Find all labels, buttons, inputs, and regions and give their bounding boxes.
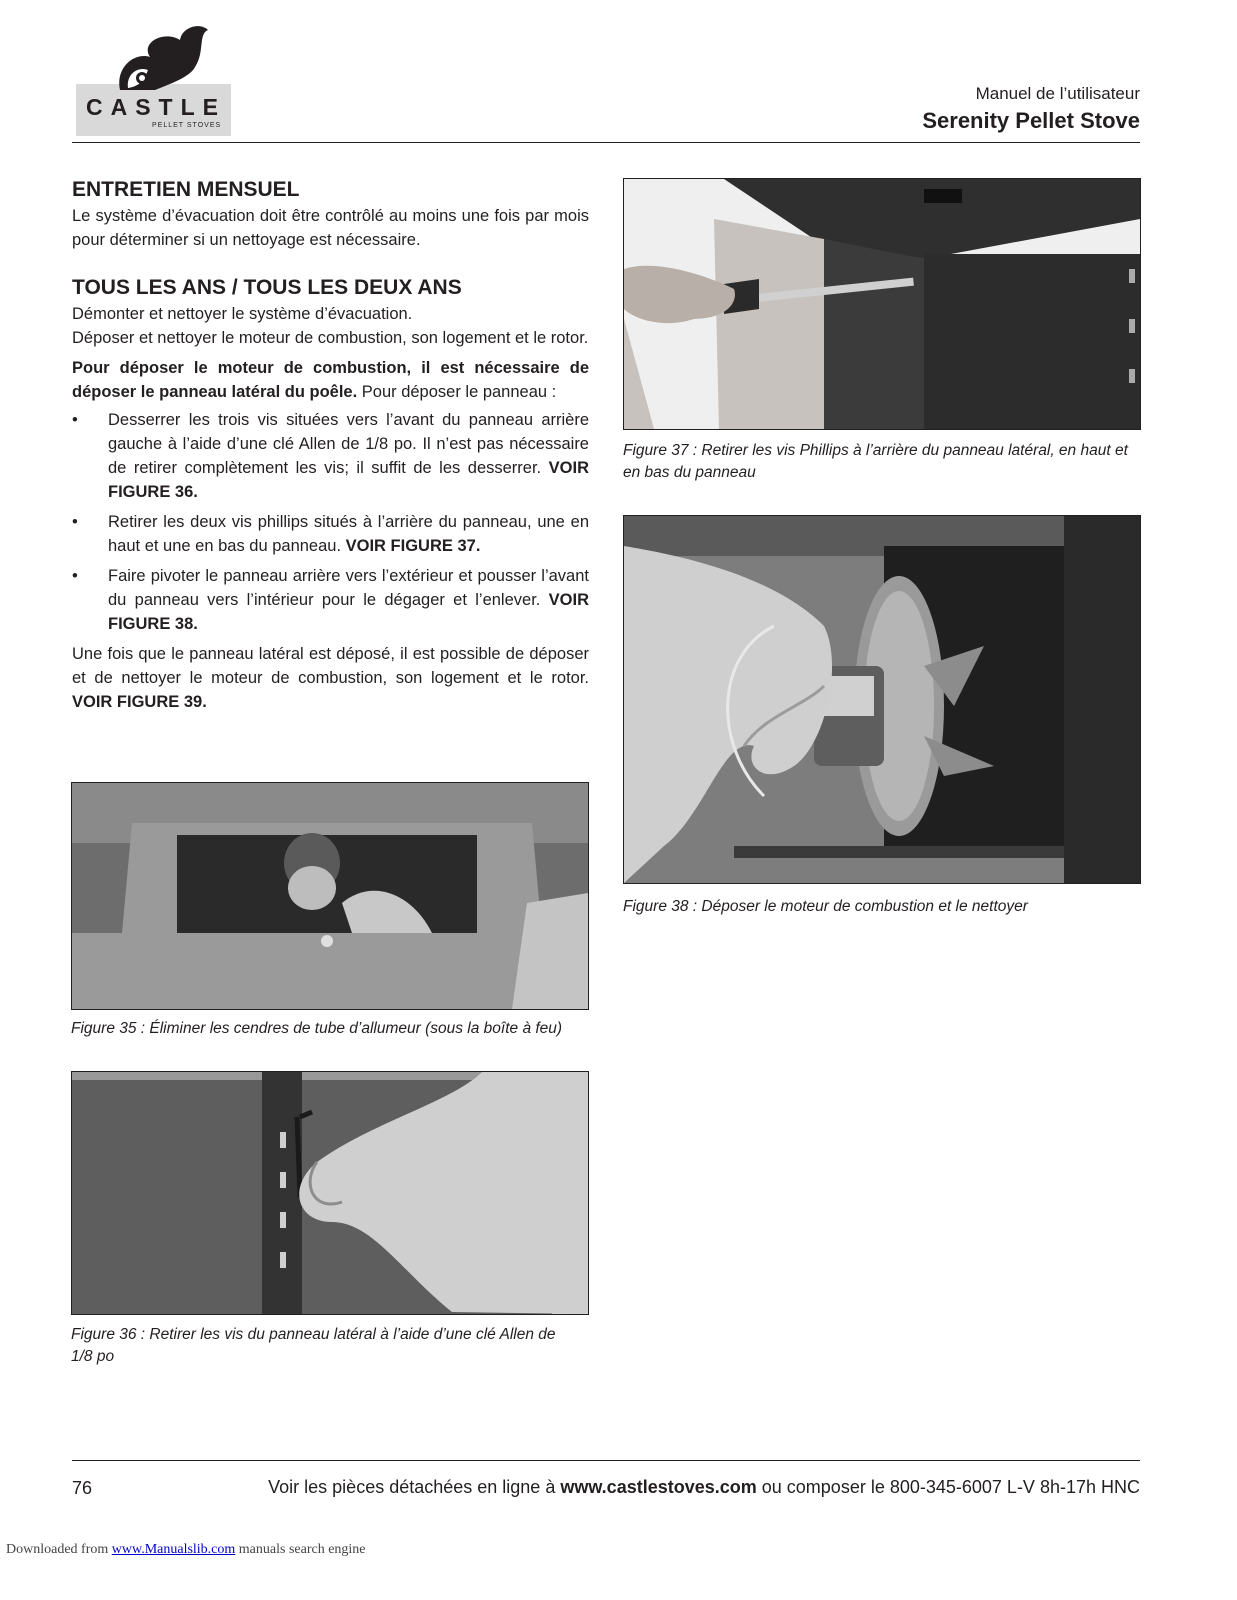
screwdriver-photo-icon: [624, 179, 1140, 429]
figure-37-photo: [623, 178, 1141, 430]
step-figure-ref: VOIR FIGURE 36.: [108, 459, 589, 501]
closing-figure-ref: VOIR FIGURE 39.: [72, 693, 207, 711]
heading-monthly: ENTRETIEN MENSUEL: [72, 178, 300, 201]
figure-35-photo: [71, 782, 589, 1010]
removal-intro: [72, 356, 589, 404]
step-text: Retirer les deux vis phillips situés à l’arrière du panneau, une en haut et une en bas du panneau.: [108, 513, 589, 555]
combustion-motor-photo-icon: [624, 516, 1140, 883]
footer-text-after: ou composer le 800-345-6007 L-V 8h-17h HNC: [756, 1477, 1140, 1497]
closing-text: [72, 642, 589, 714]
text-column: [72, 176, 589, 714]
footer-divider: [72, 1460, 1140, 1461]
logo-wordmark: CASTLE: [86, 94, 226, 120]
logo-subtitle: PELLET STOVES: [152, 122, 222, 129]
download-note: [6, 1542, 366, 1558]
figure-37-caption: Figure 37 : Retirer les vis Phillips à l’arrière du panneau latéral, en haut et en bas du panneau: [623, 442, 1128, 481]
removal-intro-bold: Pour déposer le moteur de combustion, il est nécessaire de déposer le panneau latéral du poêle.: [72, 359, 589, 401]
steps-list: [72, 408, 589, 636]
step-figure-ref: VOIR FIGURE 38.: [108, 591, 589, 633]
bullet-mark: •: [72, 411, 78, 429]
step-figure-ref: VOIR FIGURE 37.: [345, 537, 481, 555]
flame-logo-icon: [110, 22, 220, 92]
footer-text-before: Voir les pièces détachées en ligne à: [268, 1477, 561, 1497]
download-suffix: manuals search engine: [235, 1542, 366, 1557]
download-prefix: Downloaded from: [6, 1542, 112, 1557]
list-item: [72, 564, 589, 636]
closing-body: Une fois que le panneau latéral est déposé, il est possible de déposer et de nettoyer le moteur de combustion, son logement et le rotor.: [72, 645, 589, 687]
figure-35-caption: Figure 35 : Éliminer les cendres de tube d’allumeur (sous la boîte à feu): [71, 1020, 563, 1037]
figure-36-caption: Figure 36 : Retirer les vis du panneau latéral à l’aide d’une clé Allen de 1/8 po: [71, 1326, 556, 1365]
removal-intro-rest: Pour déposer le panneau :: [357, 383, 557, 401]
list-item: [72, 408, 589, 504]
figure-38-photo: [623, 515, 1141, 884]
monthly-text: Le système d’évacuation doit être contrôlé au moins une fois par mois pour déterminer si un nettoyage est nécessaire.: [72, 207, 589, 249]
yearly-line-1: Démonter et nettoyer le système d’évacuation.: [72, 305, 413, 323]
header-divider: [72, 142, 1140, 143]
manualslib-link[interactable]: www.Manualslib.com: [111, 1542, 236, 1557]
bullet-mark: •: [72, 567, 78, 585]
figure-36-photo: [71, 1071, 589, 1315]
bullet-mark: •: [72, 513, 78, 531]
heading-yearly: TOUS LES ANS / TOUS LES DEUX ANS: [72, 276, 462, 299]
list-item: [72, 510, 589, 558]
step-text: Desserrer les trois vis situées vers l’avant du panneau arrière gauche à l’aide d’une clé Allen de 1/8 po. Il n’est pas nécessaire de retirer complètement les vis; il suffit de les desserrer.: [108, 411, 589, 477]
footer-website: www.castlestoves.com: [560, 1477, 757, 1497]
allen-key-photo-icon: [72, 1072, 588, 1314]
product-title: Serenity Pellet Stove: [922, 108, 1140, 133]
page-number: 76: [72, 1478, 93, 1498]
ash-tube-photo-icon: [72, 783, 588, 1009]
yearly-line-2: Déposer et nettoyer le moteur de combustion, son logement et le rotor.: [72, 329, 589, 347]
footer-contact: [268, 1477, 1140, 1498]
castle-logo: [72, 22, 232, 138]
manual-label: Manuel de l’utilisateur: [975, 84, 1140, 103]
step-text: Faire pivoter le panneau arrière vers l’extérieur et pousser l’avant du panneau vers l’intérieur pour le dégager et l’enlever.: [108, 567, 589, 609]
figure-38-caption: Figure 38 : Déposer le moteur de combustion et le nettoyer: [623, 898, 1028, 915]
